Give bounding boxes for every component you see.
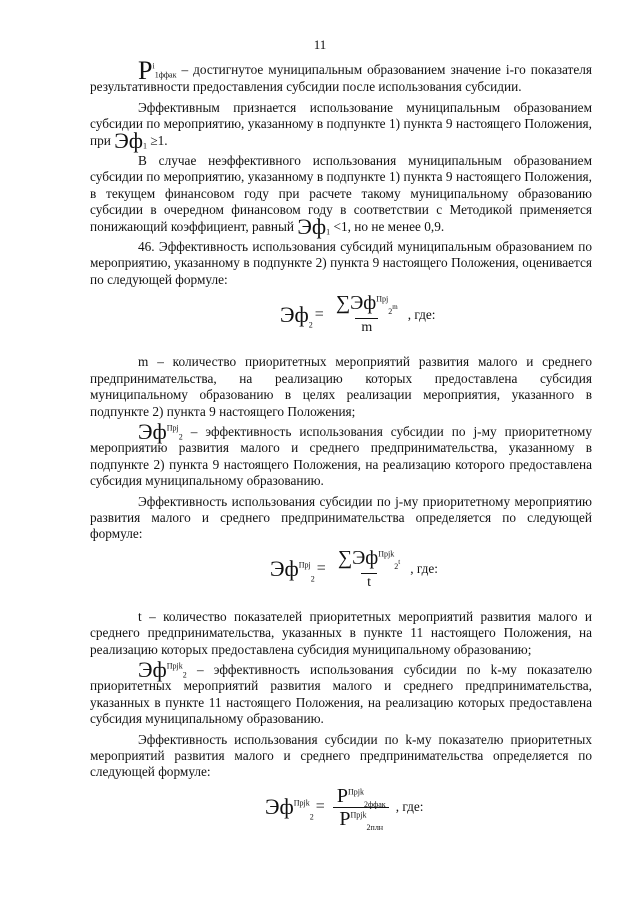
formula-ef2: $Эф_2$ = $\frac{\sum Эф^{Прj}_2m}{m}$ , где: [280, 292, 436, 336]
paragraph-effective: Эффективным признается использование муниципальным образованием субсидии по мероприятию, указанному в подпункте 1) пункта 9 настоящего Положения, при $Эф_1 \ge 1$. [90, 99, 592, 153]
paragraph-m: m – количество приоритетных мероприятий развития малого и среднего предпринимательства, на реализацию которых предоставлена субсидия муниципальному образованию в целях реализации мероприятия, указанного в подпункте 2) пункта 9 настоящего Положения; [90, 354, 592, 419]
paragraph-efj-intro: Эффективность использования субсидии по j-му приоритетному мероприятию развития малого и среднего предпринимательства определяется по следующей формуле: [90, 493, 592, 542]
paragraph-efjk-intro: Эффективность использования субсидии по k-му показателю приоритетных мероприятий развития малого и среднего предпринимательства определяется по следующей формуле: [90, 731, 592, 780]
formula-fraction: $\frac{\sum Эф^{Прj}_2m}{m}$ [335, 292, 398, 336]
symbol-ef: Эф [114, 127, 143, 153]
formula-fraction: $\frac{\sum Эф^{Прjk}_2t}{t}$ [337, 546, 401, 590]
formula-ef2-prjk: $Эф^{Прjk}_2$ = $\frac{P^{Прjk}_{2ффак}}{P^{Прjk}_{2плн}}$ , где: [265, 784, 424, 832]
symbol-ef: Эф [297, 213, 327, 239]
paragraph-t: t – количество показателей приоритетных мероприятий развития малого и среднего предпринимательства, указанных в пункте 11 настоящего Положения, на реализацию которых предоставлена субсидия муниципальному образованию; [90, 608, 592, 657]
symbol-p: P [138, 56, 153, 85]
formula-lhs: $Эф^{Прj}_2$ [270, 556, 315, 584]
formula-fraction: $\frac{P^{Прjk}_{2ффак}}{P^{Прjk}_{2плн}}$ [331, 785, 392, 830]
formula-lhs: $Эф_2$ [280, 301, 313, 330]
paragraph-46: 46. Эффективность использования субсидий муниципальным образованием по мероприятию, указанному в подпункте 2) пункта 9 настоящего Положения, оценивается по следующей формуле: [90, 239, 592, 287]
symbol-ef: Эф [138, 656, 167, 682]
page-number: 11 [313, 37, 327, 52]
symbol-ef: Эф [138, 418, 167, 444]
formula-ef2-prj: $Эф^{Прj}_2$ = $\frac{\sum Эф^{Прjk}_2t}{t}$ , где: [270, 546, 439, 590]
formula-lhs: $Эф^{Прjk}_2$ [265, 794, 314, 822]
paragraph-efj-definition: $Эф^{Прj}_2$ – эффективность использования субсидии по j-му приоритетному мероприятию развития малого и среднего предпринимательства, указанному в подпункте 2) пункта 9 настоящего Положения, на реализацию которого предоставлена субсидия муниципальному образованию. [90, 418, 592, 489]
paragraph-ineffective: В случае неэффективного использования муниципальным образованием субсидии по мероприятию, указанному в подпункте 1) пункта 9 настоящего Положения, в текущем финансовом году при расчете такому муниципальному образованию субсидии в очередном финансовом году в соответствии с Методикой применяется понижающий коэффициент, равный $Эф_1 <1$, но не менее 0,9. [90, 153, 592, 239]
page-content [90, 56, 593, 847]
paragraph-p-definition: $P^i_{1ффак}$ – достигнутое муниципальным образованием значение i-го показателя результативности предоставления субсидии после использования субсидии. [90, 56, 593, 95]
paragraph-efjk-definition: $Эф^{Прjk}_2$ – эффективность использования субсидии по k-му показателю приоритетных мероприятий развития малого и среднего предпринимательства, указанных в пункте 11 настоящего Положения, на реализацию которых предоставлена субсидия муниципальному образованию. [90, 656, 592, 727]
